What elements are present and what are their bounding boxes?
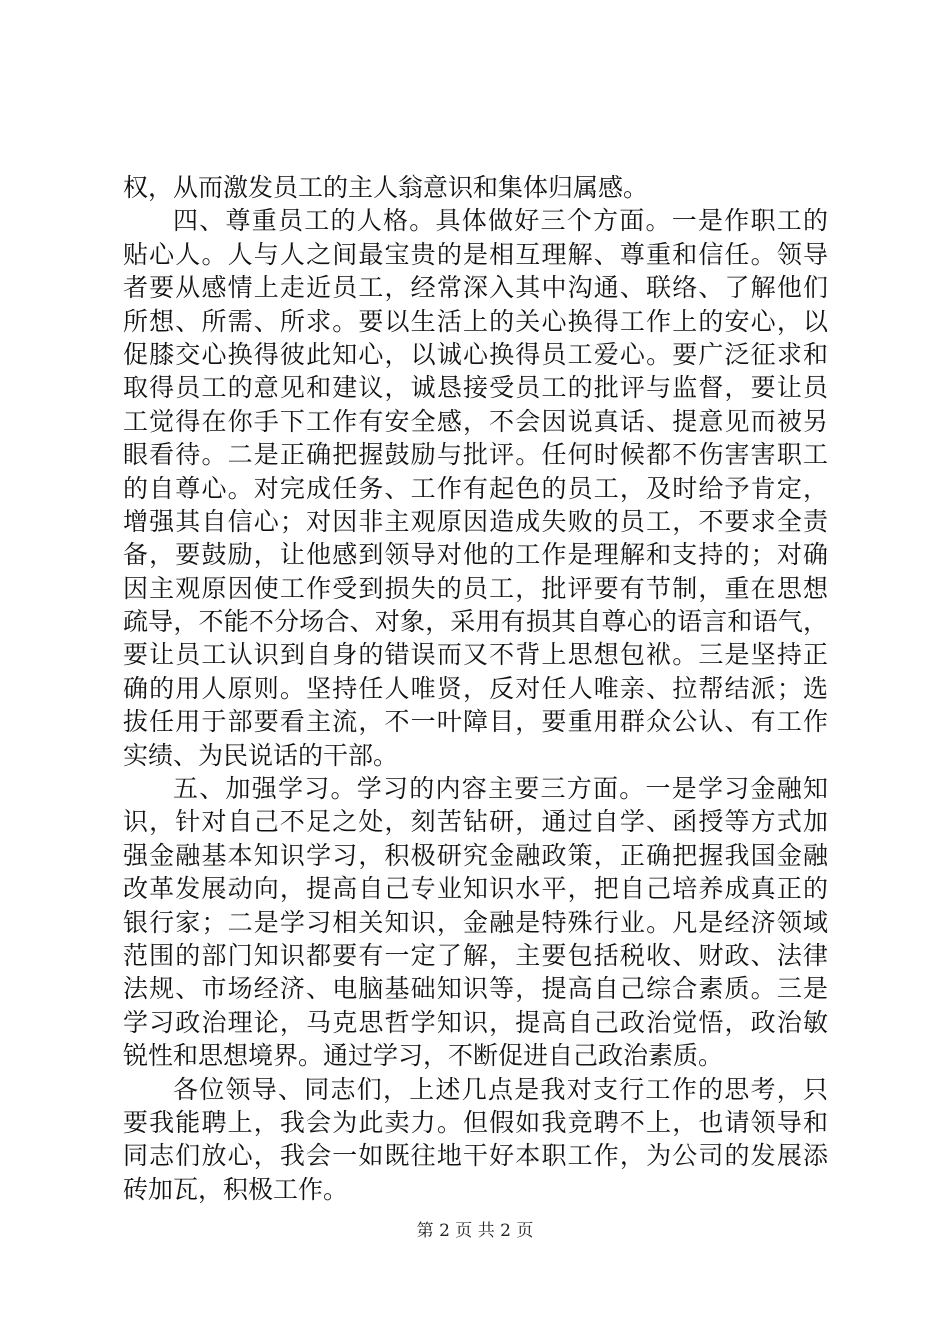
text-line: 工觉得在你手下工作有安全感，不会因说真话、提意见而被另 xyxy=(123,406,828,436)
text-line: 改革发展动向，提高自己专业知识水平，把自己培养成真正的 xyxy=(123,874,828,904)
text-line: 各位领导、同志们，上述几点是我对支行工作的思考，只 xyxy=(173,1074,828,1104)
page-footer xyxy=(0,1216,950,1241)
text-line: 学习政治理论，马克思哲学知识，提高自己政治觉悟，政治敏 xyxy=(123,1007,828,1037)
text-line: 五、加强学习。学习的内容主要三方面。一是学习金融知 xyxy=(173,774,828,804)
text-line: 强金融基本知识学习，积极研究金融政策，正确把握我国金融 xyxy=(123,840,828,870)
text-line: 的自尊心。对完成任务、工作有起色的员工，及时给予肯定， xyxy=(123,473,828,503)
text-line: 四、尊重员工的人格。具体做好三个方面。一是作职工的 xyxy=(173,206,828,236)
text-line: 眼看待。二是正确把握鼓励与批评。任何时候都不伤害害职工 xyxy=(123,440,828,470)
text-line: 取得员工的意见和建议，诚恳接受员工的批评与监督，要让员 xyxy=(123,373,828,403)
text-line: 疏导，不能不分场合、对象，采用有损其自尊心的语言和语气， xyxy=(123,607,828,637)
text-line: 所想、所需、所求。要以生活上的关心换得工作上的安心，以 xyxy=(123,306,828,336)
text-line: 法规、市场经济、电脑基础知识等，提高自己综合素质。三是 xyxy=(123,974,828,1004)
text-line: 拔任用于部要看主流，不一叶障目，要重用群众公认、有工作 xyxy=(123,707,828,737)
text-line: 范围的部门知识都要有一定了解，主要包括税收、财政、法律 xyxy=(123,940,828,970)
text-line: 因主观原因使工作受到损失的员工，批评要有节制，重在思想 xyxy=(123,573,828,603)
text-line: 促膝交心换得彼此知心，以诚心换得员工爱心。要广泛征求和 xyxy=(123,339,828,369)
text-line: 权，从而激发员工的主人翁意识和集体归属感。 xyxy=(123,173,649,202)
text-line: 增强其自信心；对因非主观原因造成失败的员工，不要求全责 xyxy=(123,506,828,536)
document-body xyxy=(123,171,828,1206)
text-line: 要让员工认识到自身的错误而又不背上思想包袱。三是坚持正 xyxy=(123,640,828,670)
text-line: 者要从感情上走近员工，经常深入其中沟通、联络、了解他们 xyxy=(123,273,828,303)
text-line: 同志们放心，我会一如既往地干好本职工作，为公司的发展添 xyxy=(123,1141,828,1171)
page-number-label: 第 2 页 共 2 页 xyxy=(416,1221,534,1241)
text-line: 贴心人。人与人之间最宝贵的是相互理解、尊重和信任。领导 xyxy=(123,239,828,269)
text-line: 锐性和思想境界。通过学习，不断促进自己政治素质。 xyxy=(123,1041,724,1071)
text-line: 银行家；二是学习相关知识，金融是特殊行业。凡是经济领域 xyxy=(123,907,828,937)
text-line: 实绩、为民说话的干部。 xyxy=(123,740,399,770)
text-line: 确的用人原则。坚持任人唯贤，反对任人唯亲、拉帮结派；选 xyxy=(123,673,828,703)
text-line: 要我能聘上，我会为此卖力。但假如我竞聘不上，也请领导和 xyxy=(123,1107,828,1137)
text-line: 砖加瓦，积极工作。 xyxy=(123,1174,349,1204)
text-line: 备，要鼓励，让他感到领导对他的工作是理解和支持的；对确 xyxy=(123,540,828,570)
text-line: 识，针对自己不足之处，刻苦钻研，通过自学、函授等方式加 xyxy=(123,807,828,837)
